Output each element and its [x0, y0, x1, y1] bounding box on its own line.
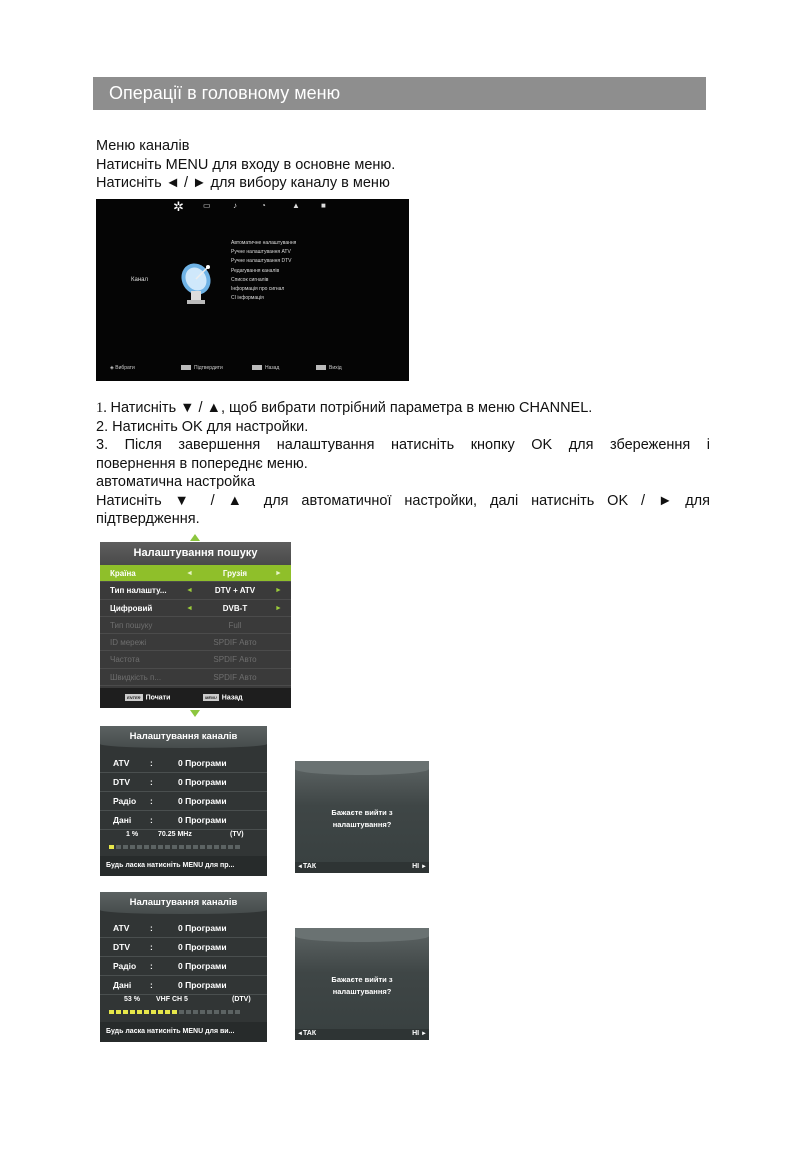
arrow-left-icon[interactable]: ◄	[186, 604, 193, 612]
step-2-text: 2. Натисніть OK для настройки.	[96, 418, 309, 435]
arrow-right-icon[interactable]: ►	[275, 587, 282, 595]
menu-key-icon: MENU	[205, 695, 217, 700]
tv-menu-item[interactable]: CI інформація	[231, 295, 264, 302]
yes-label: ТАК	[302, 863, 317, 870]
progress-segment	[130, 1010, 135, 1014]
search-row-tune-type[interactable]	[100, 582, 291, 599]
step-3-text-a: 3. Після завершення налаштування натисніть кнопку OK для збереження і	[96, 437, 710, 453]
progress-segment	[228, 845, 233, 849]
progress-segment	[214, 845, 219, 849]
scan-channel: 70.25 MHz	[158, 831, 192, 838]
start-label: Почати	[145, 694, 171, 702]
intro-line-2: Натисніть MENU для входу в основне меню.	[96, 156, 396, 173]
yes-label: ТАК	[302, 1030, 317, 1037]
no-button[interactable]	[412, 1030, 427, 1037]
scan-row-name: Радіо	[113, 961, 137, 971]
scan-row-colon: :	[150, 796, 153, 806]
dialog-top-band	[295, 928, 429, 942]
progress-segment	[207, 845, 212, 849]
scan-row-value: 0 Програми	[178, 942, 227, 952]
section-title: Операції в головному меню	[109, 83, 341, 103]
start-hint[interactable]	[125, 694, 170, 701]
scan-progress-bar	[100, 1007, 267, 1017]
progress-segment	[158, 1010, 163, 1014]
scan-progress-percent: 53 %	[124, 996, 140, 1003]
search-row-digital[interactable]	[100, 600, 291, 617]
scan-row-atv	[100, 919, 267, 938]
intro-line-1: Меню каналів	[96, 138, 190, 154]
lock-tab-icon: ▲	[292, 201, 300, 210]
scan-row-colon: :	[150, 923, 153, 933]
progress-segment	[193, 1010, 198, 1014]
exit-confirm-dialog-1	[295, 761, 429, 873]
progress-segment	[221, 845, 226, 849]
intro-line-3: Натисніть ◄ / ► для вибору каналу в меню	[96, 175, 390, 191]
dialog-message	[295, 974, 429, 998]
channel-scan-panel-1	[100, 726, 267, 876]
sound-tab-icon: ♪	[233, 201, 237, 210]
footer-select-hint	[110, 365, 135, 371]
scan-footer: Будь ласка натисніть MENU для ви...	[100, 1022, 267, 1042]
progress-segment	[172, 1010, 177, 1014]
progress-segment	[130, 845, 135, 849]
scan-row-colon: :	[150, 961, 153, 971]
search-row-speed	[100, 669, 291, 686]
scan-row-value: 0 Програми	[178, 777, 227, 787]
scan-row-value: 0 Програми	[178, 980, 227, 990]
search-settings-footer	[100, 688, 291, 708]
scan-row-radio	[100, 957, 267, 976]
footer-exit-label: Вихід	[329, 365, 342, 371]
dialog-message-line-2: налаштування?	[332, 987, 392, 996]
progress-segment	[116, 845, 121, 849]
arrow-right-icon[interactable]: ►	[275, 570, 282, 577]
step-3-text-b: повернення в попереднє меню.	[96, 455, 308, 472]
search-settings-panel	[100, 542, 291, 708]
channel-scan-panel-2	[100, 892, 267, 1042]
progress-segment	[179, 1010, 184, 1014]
progress-segment	[144, 845, 149, 849]
scan-row-name: Дані	[113, 815, 132, 825]
row-value: DVB-T	[222, 603, 248, 613]
tv-menu-item[interactable]: Список сигналів	[231, 276, 269, 283]
tv-channel-menu-screenshot	[96, 199, 409, 381]
dpad-icon: ◈	[110, 365, 116, 371]
progress-segment	[193, 845, 198, 849]
intro-text	[96, 137, 710, 193]
exit-key-icon	[316, 365, 326, 370]
progress-segment	[109, 1010, 114, 1014]
scan-row-radio	[100, 792, 267, 811]
progress-segment	[137, 845, 142, 849]
scan-row-colon: :	[150, 758, 153, 768]
no-label: НІ	[412, 863, 420, 870]
section-header	[93, 77, 706, 110]
scan-row-value: 0 Програми	[178, 923, 227, 933]
tv-menu-item[interactable]: Редагування каналів	[231, 267, 280, 274]
footer-exit-hint	[316, 365, 342, 371]
no-label: НІ	[412, 1030, 420, 1037]
no-button[interactable]	[412, 863, 427, 870]
picture-tab-icon: ▭	[203, 201, 211, 210]
progress-segment	[172, 845, 177, 849]
scan-row-colon: :	[150, 777, 153, 787]
row-value: SPDIF Авто	[213, 672, 257, 682]
setup-tab-icon: ■	[321, 201, 326, 210]
arrow-right-icon[interactable]: ►	[275, 604, 282, 612]
tv-menu-footer	[96, 365, 409, 375]
progress-segment	[221, 1010, 226, 1014]
row-value: Full	[228, 620, 242, 630]
yes-button[interactable]	[297, 863, 316, 870]
progress-segment	[137, 1010, 142, 1014]
scroll-up-arrow-icon	[190, 534, 200, 541]
scan-row-name: DTV	[113, 777, 130, 787]
scan-mode: (TV)	[230, 831, 244, 838]
arrow-left-icon[interactable]: ◄	[186, 570, 193, 577]
progress-segment	[165, 1010, 170, 1014]
step-1-number: 1.	[96, 400, 111, 416]
scan-row-dtv	[100, 773, 267, 792]
dialog-message	[295, 807, 429, 831]
search-settings-title: Налаштування пошуку	[100, 542, 291, 565]
enter-key-icon: ENTER	[127, 695, 141, 700]
search-row-country[interactable]	[100, 565, 291, 582]
footer-select-label: Вибрати	[115, 365, 135, 371]
satellite-dish-icon	[178, 257, 218, 305]
row-label: Тип налашту...	[110, 586, 167, 596]
arrow-right-icon: ►	[421, 864, 427, 870]
scan-row-value: 0 Програми	[178, 815, 227, 825]
enter-key-icon	[181, 365, 191, 370]
channel-tab-icon: ✲	[173, 199, 184, 214]
scan-row-data	[100, 976, 267, 995]
scan-footer: Будь ласка натисніть MENU для пр...	[100, 856, 267, 876]
scan-row-value: 0 Програми	[178, 961, 227, 971]
scan-row-name: Дані	[113, 980, 132, 990]
scan-row-value: 0 Програми	[178, 796, 227, 806]
progress-segment	[116, 1010, 121, 1014]
arrow-left-icon: ◄	[297, 864, 303, 870]
dialog-footer	[295, 862, 429, 873]
progress-segment	[123, 845, 128, 849]
progress-segment	[123, 1010, 128, 1014]
scan-row-name: DTV	[113, 942, 130, 952]
scan-title: Налаштування каналів	[100, 726, 267, 748]
progress-segment	[228, 1010, 233, 1014]
scan-row-name: ATV	[113, 923, 130, 933]
progress-segment	[179, 845, 184, 849]
auto-tune-text-b: підтвердження.	[96, 511, 200, 527]
auto-tune-text-a: Натисніть ▼ / ▲ для автоматичної настройки, далі натисніть OK / ► для	[96, 492, 710, 509]
dialog-message-line-2: налаштування?	[332, 820, 392, 829]
tv-menu-item[interactable]: Ручне налаштування ATV	[231, 249, 291, 256]
back-label: Назад	[221, 694, 243, 702]
search-row-search-type	[100, 617, 291, 634]
progress-segment	[151, 1010, 156, 1014]
progress-segment	[151, 845, 156, 849]
time-tab-icon: ◔	[261, 201, 266, 210]
scan-channel: VHF CH 5	[156, 996, 188, 1003]
tv-menu-item[interactable]: Інформація про сигнал	[231, 285, 285, 292]
scan-status	[100, 995, 267, 1007]
dialog-top-band	[295, 761, 429, 775]
scan-mode: (DTV)	[232, 996, 251, 1003]
scan-row-colon: :	[150, 815, 153, 825]
footer-enter-hint	[181, 365, 223, 371]
row-label: Тип пошуку	[110, 620, 153, 630]
scan-row-name: ATV	[113, 758, 130, 768]
step-1-body: Натисніть ▼ / ▲, щоб вибрати потрібний параметра в меню CHANNEL.	[110, 400, 593, 416]
row-label: ID мережі	[110, 638, 147, 648]
progress-segment	[235, 845, 240, 849]
instructions-text	[96, 399, 710, 529]
dialog-message-line-1: Бажаєте вийти з	[331, 808, 393, 817]
tv-menu-item[interactable]: Автоматичне налаштування	[231, 240, 297, 246]
tv-menu-tab-icons	[96, 201, 409, 215]
tv-menu-category-label: Канал	[131, 277, 148, 283]
progress-segment	[200, 1010, 205, 1014]
progress-segment	[165, 845, 170, 849]
dialog-message-line-1: Бажаєте вийти з	[331, 975, 393, 984]
row-value: SPDIF Авто	[213, 638, 257, 648]
row-value: Грузія	[222, 569, 248, 578]
row-value: SPDIF Авто	[213, 655, 257, 665]
dialog-footer	[295, 1029, 429, 1040]
scan-progress-bar	[100, 842, 267, 852]
footer-enter-label: Підтвердити	[194, 365, 223, 371]
arrow-left-icon: ◄	[297, 1031, 303, 1037]
step-1-text	[96, 399, 710, 418]
footer-menu-label: Назад	[265, 365, 280, 371]
menu-key-icon	[252, 365, 262, 370]
row-value: DTV + ATV	[214, 586, 256, 596]
progress-segment	[158, 845, 163, 849]
row-label: Частота	[110, 655, 140, 665]
scroll-down-arrow-icon	[190, 710, 200, 717]
yes-button[interactable]	[297, 1030, 316, 1037]
arrow-left-icon[interactable]: ◄	[186, 587, 193, 595]
search-row-frequency	[100, 651, 291, 668]
scan-row-dtv	[100, 938, 267, 957]
scan-title: Налаштування каналів	[100, 892, 267, 914]
footer-menu-hint	[252, 365, 279, 371]
tv-menu-item[interactable]: Ручне налаштування DTV	[231, 258, 292, 265]
row-label: Країна	[110, 569, 136, 578]
scan-row-colon: :	[150, 980, 153, 990]
progress-segment	[186, 845, 191, 849]
progress-segment	[186, 1010, 191, 1014]
exit-confirm-dialog-2	[295, 928, 429, 1040]
progress-segment	[200, 845, 205, 849]
scan-row-value: 0 Програми	[178, 758, 227, 768]
row-label: Швидкість п...	[110, 672, 162, 682]
scan-row-name: Радіо	[113, 796, 137, 806]
tv-menu-item-list	[231, 239, 296, 303]
progress-segment	[207, 1010, 212, 1014]
scan-row-colon: :	[150, 942, 153, 952]
scan-status	[100, 830, 267, 842]
search-row-network-id	[100, 634, 291, 651]
scan-row-atv	[100, 754, 267, 773]
back-hint[interactable]	[203, 694, 243, 701]
progress-segment	[214, 1010, 219, 1014]
progress-segment	[144, 1010, 149, 1014]
progress-segment	[235, 1010, 240, 1014]
row-label: Цифровий	[110, 603, 153, 613]
scan-progress-percent: 1 %	[126, 831, 139, 838]
scan-row-data	[100, 811, 267, 830]
arrow-right-icon: ►	[421, 1031, 427, 1037]
auto-tune-title: автоматична настройка	[96, 474, 256, 490]
progress-segment	[109, 845, 114, 849]
